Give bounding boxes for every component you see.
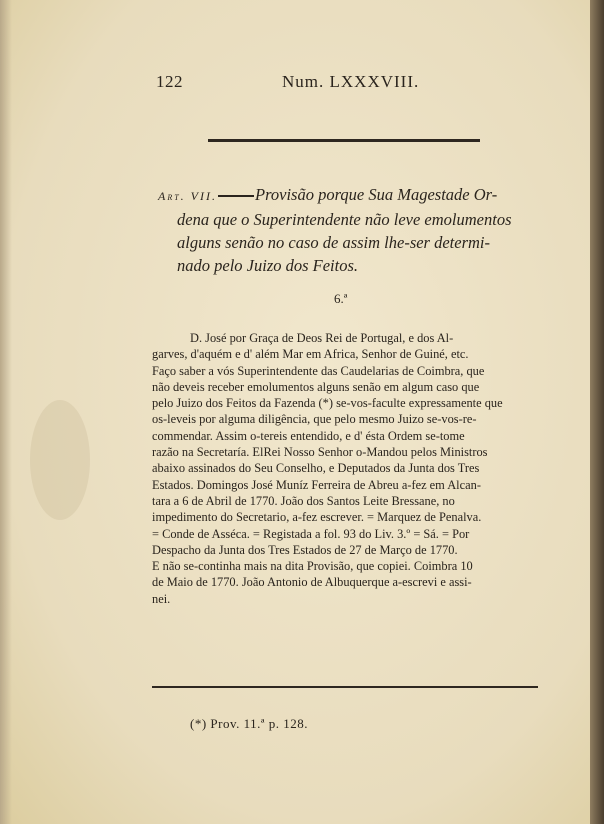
body-line: impedimento do Secretario, a-fez escrever. = Marquez de Penalva.: [152, 510, 482, 525]
body-line: D. José por Graça de Deos Rei de Portugal, e dos Al-: [190, 331, 454, 345]
body-line: garves, d'aquém e d' além Mar em Africa, Senhor de Guiné, etc.: [152, 347, 469, 362]
footnote: (*) Prov. 11.ª p. 128.: [190, 716, 308, 731]
top-rule: [208, 139, 480, 142]
body-line: = Conde de Asséca. = Registada a fol. 93 do Liv. 3.º = Sá. = Por: [152, 526, 470, 541]
article-title-line-1: Provisão porque Sua Magestade Or-: [255, 185, 498, 204]
em-dash: [218, 195, 254, 197]
body-line: Estados. Domingos José Muníz Ferreira de Abreu a-fez em Alcan-: [152, 477, 481, 492]
body-line: razão na Secretaría. ElRei Nosso Senhor o-Mandou pelos Ministros: [152, 445, 488, 460]
body-line: não deveis receber emolumentos alguns senão em algum caso que: [152, 379, 480, 394]
body-line: pelo Juizo dos Feitos da Fazenda (*) se-vos-faculte expressamente que: [152, 396, 503, 411]
body-line: abaixo assinados do Seu Conselho, e Deputados da Junta dos Tres: [152, 461, 480, 476]
spine-shadow: [0, 0, 12, 824]
article-title-line-2: dena que o Superintendente não leve emolumentos: [177, 210, 512, 229]
article-heading-line: [158, 183, 538, 208]
running-title: Num. LXXXVIII.: [282, 72, 420, 91]
body-line: commendar. Assim o-tereis entendido, e d' ésta Ordem se-tome: [152, 428, 465, 443]
page-stain: [30, 400, 90, 520]
body-line: de Maio de 1770. João Antonio de Albuquerque a-escrevi e assi-: [152, 575, 472, 590]
document-number: 6.ª: [334, 291, 348, 306]
body-line: os-leveis por alguma diligência, que pelo mesmo Juizo se-vos-re-: [152, 412, 477, 427]
running-head: [0, 70, 590, 96]
body-line: nei.: [152, 591, 171, 606]
body-line: E não se-continha mais na dita Provisão, que copiei. Coimbra 10: [152, 559, 473, 574]
page-number: 122: [156, 72, 183, 91]
book-edge: [590, 0, 604, 824]
article-title-line-4: nado pelo Juizo dos Feitos.: [177, 256, 359, 275]
body-line: Faço saber a vós Superintendente das Caudelarias de Coimbra, que: [152, 363, 485, 378]
body-line: tara a 6 de Abril de 1770. João dos Santos Leite Bressane, no: [152, 493, 455, 508]
body-line: Despacho da Junta dos Tres Estados de 27 de Março de 1770.: [152, 542, 458, 557]
body-text: [152, 330, 538, 607]
article-label: Art. VII.: [158, 189, 217, 203]
footnote-rule: [152, 686, 538, 688]
article-title-line-3: alguns senão no caso de assim lhe-ser determi-: [177, 233, 491, 252]
article-heading: [158, 183, 538, 277]
